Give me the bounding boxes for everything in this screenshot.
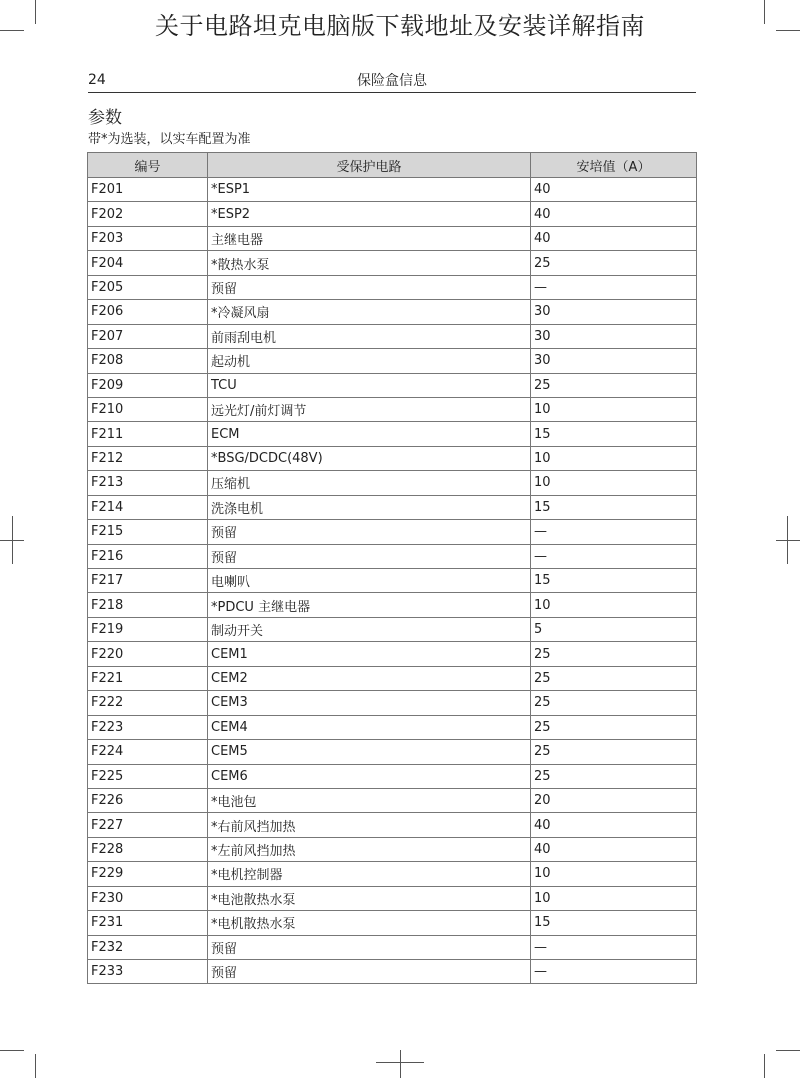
cell-amperage: —: [531, 935, 697, 959]
table-row: [88, 935, 697, 959]
page-number: 24: [88, 72, 106, 88]
cell-fuse-id: F201: [88, 178, 208, 202]
header-amperage: 安培值（A）: [531, 153, 697, 178]
cell-circuit: TCU: [208, 373, 531, 397]
cell-circuit: 预留: [208, 275, 531, 299]
cell-fuse-id: F230: [88, 886, 208, 910]
cell-amperage: 25: [531, 666, 697, 690]
table-row: [88, 446, 697, 470]
cell-amperage: 30: [531, 324, 697, 348]
table-header-row: [88, 153, 697, 178]
cell-amperage: —: [531, 960, 697, 984]
cell-amperage: 30: [531, 349, 697, 373]
cell-circuit: 主继电器: [208, 226, 531, 250]
cell-fuse-id: F220: [88, 642, 208, 666]
table-row: [88, 226, 697, 250]
cell-amperage: 10: [531, 593, 697, 617]
cell-circuit: 预留: [208, 960, 531, 984]
cell-circuit: *电池包: [208, 788, 531, 812]
table-row: [88, 691, 697, 715]
cell-circuit: ECM: [208, 422, 531, 446]
cell-circuit: CEM2: [208, 666, 531, 690]
cell-circuit: CEM5: [208, 740, 531, 764]
table-row: [88, 251, 697, 275]
page-header: [88, 70, 696, 93]
cell-fuse-id: F224: [88, 740, 208, 764]
table-row: [88, 300, 697, 324]
cell-circuit: 预留: [208, 520, 531, 544]
cell-amperage: 40: [531, 178, 697, 202]
cell-amperage: 40: [531, 813, 697, 837]
cell-amperage: 15: [531, 422, 697, 446]
section-title: 保险盒信息: [357, 73, 427, 89]
table-row: [88, 593, 697, 617]
cell-fuse-id: F219: [88, 617, 208, 641]
table-row: [88, 569, 697, 593]
cell-fuse-id: F225: [88, 764, 208, 788]
cell-circuit: 预留: [208, 544, 531, 568]
table-row: [88, 178, 697, 202]
cell-amperage: 25: [531, 740, 697, 764]
cell-amperage: 10: [531, 446, 697, 470]
cell-amperage: 25: [531, 691, 697, 715]
cell-amperage: 25: [531, 642, 697, 666]
cell-fuse-id: F228: [88, 837, 208, 861]
table-row: [88, 202, 697, 226]
cell-circuit: *PDCU 主继电器: [208, 593, 531, 617]
cell-circuit: *左前风挡加热: [208, 837, 531, 861]
cell-amperage: 5: [531, 617, 697, 641]
section-heading: 参数: [88, 108, 122, 128]
cell-fuse-id: F222: [88, 691, 208, 715]
cell-amperage: 25: [531, 715, 697, 739]
table-row: [88, 788, 697, 812]
option-note: 带*为选装，以实车配置为准: [88, 132, 251, 147]
cell-amperage: 25: [531, 764, 697, 788]
cell-circuit: *电池散热水泵: [208, 886, 531, 910]
table-row: [88, 886, 697, 910]
cell-circuit: 起动机: [208, 349, 531, 373]
table-row: [88, 544, 697, 568]
cell-circuit: 压缩机: [208, 471, 531, 495]
cell-fuse-id: F211: [88, 422, 208, 446]
table-row: [88, 740, 697, 764]
cell-amperage: 25: [531, 251, 697, 275]
cell-amperage: 10: [531, 862, 697, 886]
cell-circuit: CEM1: [208, 642, 531, 666]
cell-fuse-id: F216: [88, 544, 208, 568]
table-row: [88, 764, 697, 788]
header-circuit: 受保护电路: [208, 153, 531, 178]
cell-fuse-id: F227: [88, 813, 208, 837]
table-row: [88, 349, 697, 373]
fuse-table: [87, 152, 697, 984]
table-row: [88, 617, 697, 641]
table-row: [88, 495, 697, 519]
cell-amperage: —: [531, 520, 697, 544]
cell-fuse-id: F232: [88, 935, 208, 959]
cell-circuit: 洗涤电机: [208, 495, 531, 519]
cell-circuit: *ESP1: [208, 178, 531, 202]
cell-circuit: 制动开关: [208, 617, 531, 641]
cell-circuit: *BSG/DCDC(48V): [208, 446, 531, 470]
cell-circuit: CEM3: [208, 691, 531, 715]
cell-amperage: 15: [531, 495, 697, 519]
table-row: [88, 520, 697, 544]
table-row: [88, 275, 697, 299]
cell-fuse-id: F205: [88, 275, 208, 299]
cell-circuit: CEM6: [208, 764, 531, 788]
cell-circuit: *冷凝风扇: [208, 300, 531, 324]
cell-fuse-id: F209: [88, 373, 208, 397]
table-row: [88, 642, 697, 666]
cell-circuit: *右前风挡加热: [208, 813, 531, 837]
cell-amperage: 10: [531, 397, 697, 421]
cell-fuse-id: F214: [88, 495, 208, 519]
cell-fuse-id: F206: [88, 300, 208, 324]
cell-fuse-id: F218: [88, 593, 208, 617]
table-row: [88, 837, 697, 861]
cell-circuit: 前雨刮电机: [208, 324, 531, 348]
table-body: [88, 178, 697, 984]
table-row: [88, 813, 697, 837]
cell-amperage: 40: [531, 837, 697, 861]
cell-fuse-id: F202: [88, 202, 208, 226]
cell-fuse-id: F212: [88, 446, 208, 470]
cell-fuse-id: F231: [88, 911, 208, 935]
table-row: [88, 397, 697, 421]
cell-circuit: *散热水泵: [208, 251, 531, 275]
cell-circuit: 电喇叭: [208, 569, 531, 593]
cell-amperage: 40: [531, 202, 697, 226]
cell-amperage: 10: [531, 886, 697, 910]
cell-fuse-id: F215: [88, 520, 208, 544]
cell-fuse-id: F229: [88, 862, 208, 886]
table-row: [88, 324, 697, 348]
cell-amperage: —: [531, 275, 697, 299]
cell-fuse-id: F208: [88, 349, 208, 373]
cell-circuit: *ESP2: [208, 202, 531, 226]
cell-amperage: —: [531, 544, 697, 568]
cell-fuse-id: F203: [88, 226, 208, 250]
cell-fuse-id: F213: [88, 471, 208, 495]
cell-circuit: *电机控制器: [208, 862, 531, 886]
table-row: [88, 862, 697, 886]
cell-fuse-id: F210: [88, 397, 208, 421]
overlay-title: 关于电路坦克电脑版下载地址及安装详解指南: [155, 12, 645, 40]
cell-amperage: 15: [531, 569, 697, 593]
table-row: [88, 911, 697, 935]
cell-amperage: 10: [531, 471, 697, 495]
cell-fuse-id: F226: [88, 788, 208, 812]
cell-circuit: 预留: [208, 935, 531, 959]
cell-circuit: *电机散热水泵: [208, 911, 531, 935]
cell-amperage: 30: [531, 300, 697, 324]
table-row: [88, 666, 697, 690]
cell-fuse-id: F221: [88, 666, 208, 690]
cell-fuse-id: F217: [88, 569, 208, 593]
cell-circuit: 远光灯/前灯调节: [208, 397, 531, 421]
table-row: [88, 373, 697, 397]
header-id: 编号: [88, 153, 208, 178]
cell-fuse-id: F223: [88, 715, 208, 739]
table-row: [88, 422, 697, 446]
table-row: [88, 471, 697, 495]
cell-circuit: CEM4: [208, 715, 531, 739]
table-row: [88, 715, 697, 739]
cell-fuse-id: F204: [88, 251, 208, 275]
cell-fuse-id: F207: [88, 324, 208, 348]
cell-amperage: 25: [531, 373, 697, 397]
cell-amperage: 20: [531, 788, 697, 812]
cell-fuse-id: F233: [88, 960, 208, 984]
cell-amperage: 15: [531, 911, 697, 935]
cell-amperage: 40: [531, 226, 697, 250]
table-row: [88, 960, 697, 984]
